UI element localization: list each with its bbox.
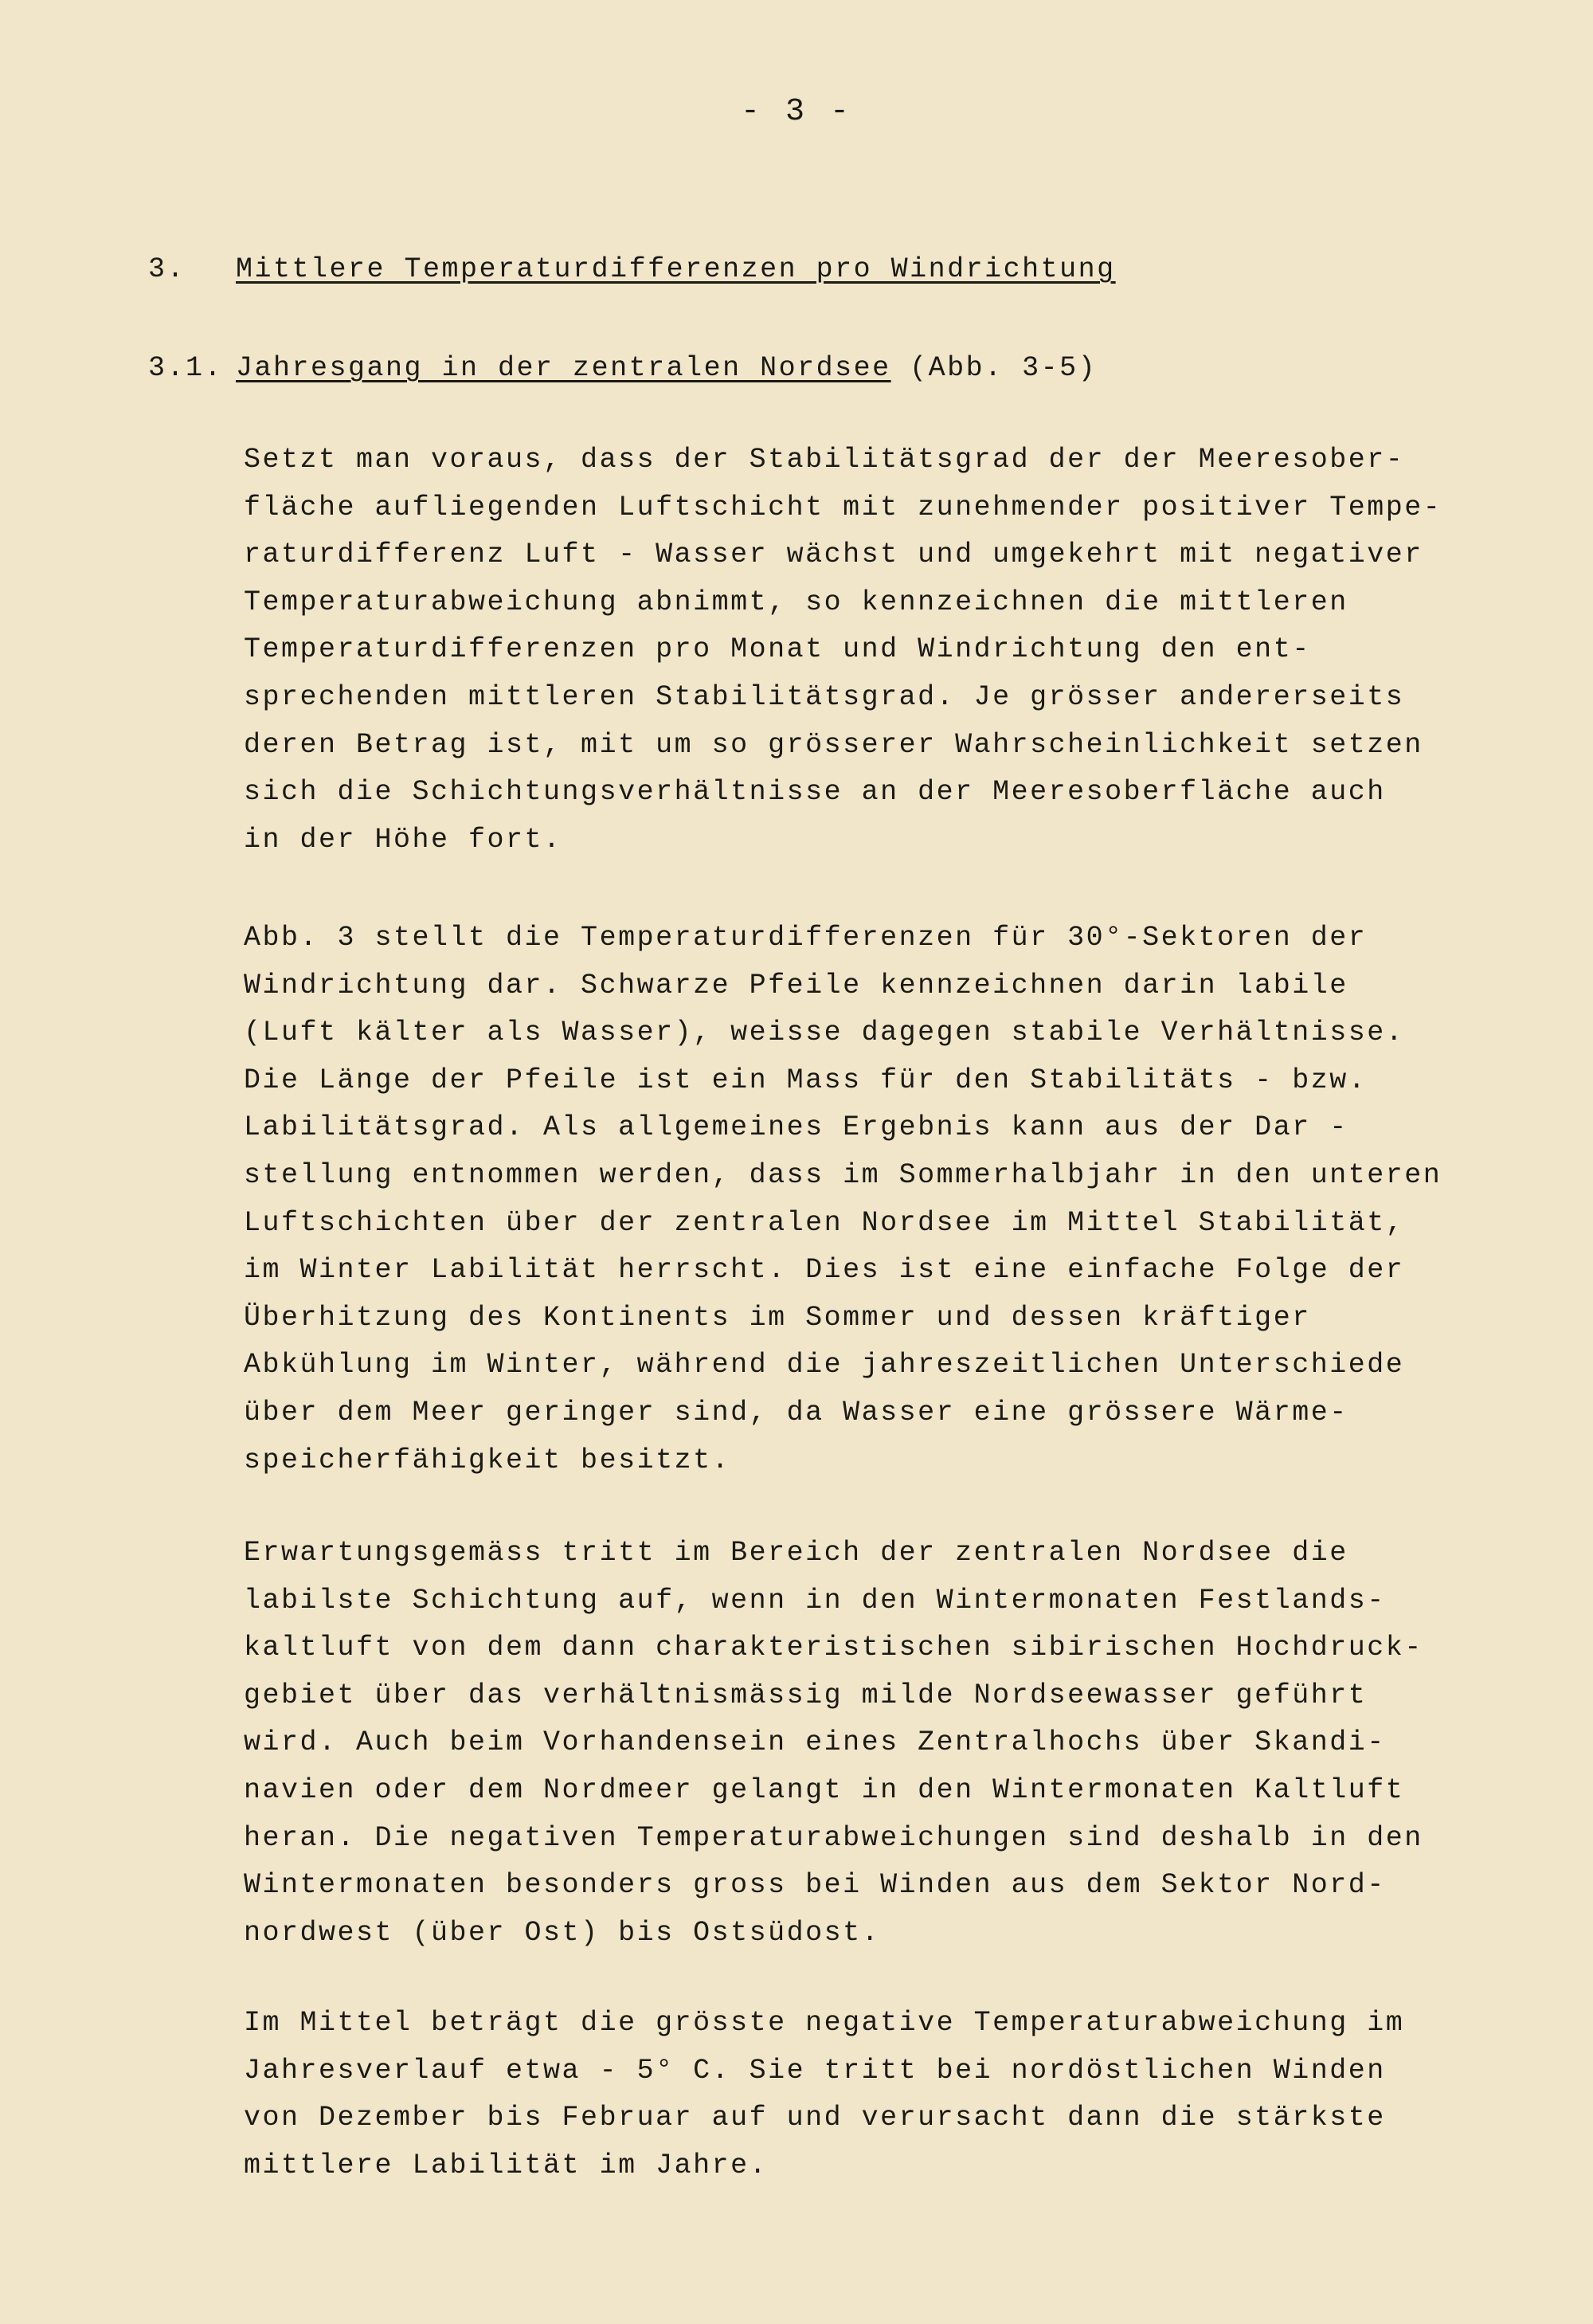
paragraph-figure-description (244, 915, 1486, 1484)
text-line: Temperaturabweichung abnimmt, so kennzeichnen die mittleren (244, 586, 1348, 618)
text-line: wird. Auch beim Vorhandensein eines Zentralhochs über Skandi- (244, 1726, 1386, 1759)
text-line: Erwartungsgemäss tritt im Bereich der zentralen Nordsee die (244, 1537, 1348, 1569)
section-title: Mittlere Temperaturdifferenzen pro Windrichtung (236, 253, 1116, 285)
text-line: Temperaturdifferenzen pro Monat und Windrichtung den ent- (244, 633, 1311, 666)
text-line: im Winter Labilität herrscht. Dies ist eine einfache Folge der (244, 1254, 1405, 1287)
page-number: - 3 - (740, 94, 853, 130)
text-line: kaltluft von dem dann charakteristischen sibirischen Hochdruck- (244, 1632, 1423, 1664)
text-line: Abkühlung im Winter, während die jahreszeitlichen Unterschiede (244, 1349, 1405, 1381)
text-line: Luftschichten über der zentralen Nordsee im Mittel Stabilität, (244, 1206, 1405, 1239)
text-line: Labilitätsgrad. Als allgemeines Ergebnis kann aus der Dar - (244, 1111, 1348, 1144)
section-heading (148, 253, 1116, 285)
subsection-number: 3.1. (148, 352, 224, 384)
text-line: fläche aufliegenden Luftschicht mit zunehmender positiver Tempe- (244, 491, 1442, 523)
text-line: gebiet über das verhältnismässig milde Nordseewasser geführt (244, 1679, 1368, 1711)
text-line: Abb. 3 stellt die Temperaturdifferenzen für 30°-Sektoren der (244, 922, 1368, 954)
text-line: stellung entnommen werden, dass im Sommerhalbjahr in den unteren (244, 1158, 1442, 1191)
text-line: sich die Schichtungsverhältnisse an der Meeresoberfläche auch (244, 776, 1386, 809)
paragraph-mean-deviation (244, 2000, 1486, 2189)
paragraph-winter-instability (244, 1530, 1486, 1957)
text-line: nordwest (über Ost) bis Ostsüdost. (244, 1916, 881, 1949)
text-line: Setzt man voraus, dass der Stabilitätsgrad der der Meeresober- (244, 444, 1405, 476)
text-line: sprechenden mittleren Stabilitätsgrad. Je grösser andererseits (244, 680, 1405, 713)
text-line: von Dezember bis Februar auf und verursacht dann die stärkste (244, 2102, 1386, 2134)
text-line: Im Mittel beträgt die grösste negative Temperaturabweichung im (244, 2007, 1405, 2039)
subsection-title: Jahresgang in der zentralen Nordsee (236, 352, 891, 384)
text-line: (Luft kälter als Wasser), weisse dagegen stabile Verhältnisse. (244, 1017, 1405, 1049)
paragraph-stability-assumption (244, 437, 1486, 864)
text-line: deren Betrag ist, mit um so grösserer Wahrscheinlichkeit setzen (244, 728, 1423, 761)
text-line: raturdifferenz Luft - Wasser wächst und umgekehrt mit negativer (244, 539, 1423, 571)
text-line: mittlere Labilität im Jahre. (244, 2149, 769, 2181)
text-line: in der Höhe fort. (244, 823, 562, 856)
figure-reference: (Abb. 3-5) (910, 352, 1098, 384)
text-line: Überhitzung des Kontinents im Sommer und dessen kräftiger (244, 1301, 1311, 1334)
text-line: Jahresverlauf etwa - 5° C. Sie tritt bei nordöstlichen Winden (244, 2054, 1386, 2087)
text-line: über dem Meer geringer sind, da Wasser eine grössere Wärme- (244, 1396, 1348, 1428)
text-line: speicherfähigkeit besitzt. (244, 1444, 731, 1476)
subsection-heading (148, 352, 1097, 384)
text-line: labilste Schichtung auf, wenn in den Wintermonaten Festlands- (244, 1584, 1386, 1617)
section-number: 3. (148, 253, 186, 285)
text-line: heran. Die negativen Temperaturabweichungen sind deshalb in den (244, 1821, 1423, 1854)
text-line: Die Länge der Pfeile ist ein Mass für den Stabilitäts - bzw. (244, 1064, 1368, 1096)
text-line: Windrichtung dar. Schwarze Pfeile kennzeichnen darin labile (244, 969, 1348, 1001)
text-line: Wintermonaten besonders gross bei Winden aus dem Sektor Nord- (244, 1869, 1386, 1902)
text-line: navien oder dem Nordmeer gelangt in den Wintermonaten Kaltluft (244, 1773, 1405, 1806)
